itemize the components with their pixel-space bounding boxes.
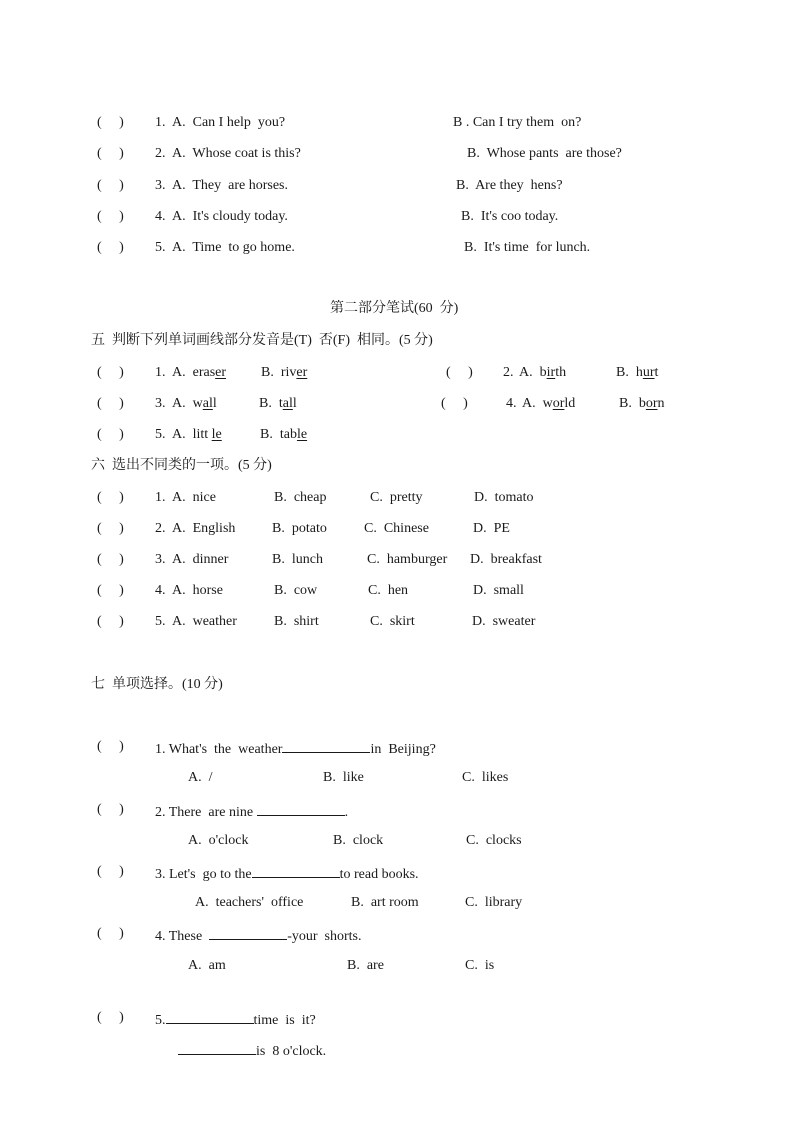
option-a: A. / xyxy=(188,770,213,785)
answer-paren: ( ) xyxy=(97,583,124,598)
answer-paren: ( ) xyxy=(97,1010,124,1025)
option-b: B. table xyxy=(260,427,308,442)
option-a: A. Can I help you? xyxy=(172,115,286,130)
question-stem: 3. Let's go to the to read books. xyxy=(155,864,419,883)
underlined-sound: or xyxy=(552,396,565,411)
option-a: A. nice xyxy=(172,490,216,505)
item-number: 2. xyxy=(155,146,166,161)
item-number: 1. xyxy=(155,365,166,380)
option-a: A. world xyxy=(522,396,576,411)
option-b: B. art room xyxy=(351,895,419,910)
answer-paren: ( ) xyxy=(97,926,124,941)
fill-blank xyxy=(178,1041,256,1055)
fill-blank xyxy=(166,1010,254,1024)
answer-paren: ( ) xyxy=(97,490,124,505)
option-b: B. clock xyxy=(333,833,384,848)
item-number: 5. xyxy=(155,614,166,629)
question-stem: 4. These -your shorts. xyxy=(155,926,361,945)
option-a: A. weather xyxy=(172,614,237,629)
fill-blank xyxy=(257,802,345,816)
underlined-sound: le xyxy=(211,427,222,442)
option-a: A. horse xyxy=(172,583,223,598)
answer-paren: ( ) xyxy=(97,240,124,255)
item-number: 3. xyxy=(155,396,166,411)
option-c: C. library xyxy=(465,895,523,910)
option-d: D. PE xyxy=(473,521,510,536)
option-b: B. are xyxy=(347,958,384,973)
answer-paren: ( ) xyxy=(97,427,124,442)
option-b: B. It's coo today. xyxy=(461,209,559,224)
answer-paren: ( ) xyxy=(97,521,124,536)
item-number: 2. xyxy=(503,365,514,380)
option-b: B. shirt xyxy=(274,614,319,629)
answer-paren: ( ) xyxy=(97,365,124,380)
answer-paren: ( ) xyxy=(97,115,124,130)
answer-paren: ( ) xyxy=(441,396,468,411)
underlined-sound: le xyxy=(296,427,308,442)
answer-paren: ( ) xyxy=(97,739,124,754)
item-number: 3. xyxy=(155,552,166,567)
option-a: A. Time to go home. xyxy=(172,240,295,255)
answer-paren: ( ) xyxy=(97,178,124,193)
item-number: 2. xyxy=(155,521,166,536)
option-a: A. English xyxy=(172,521,236,536)
section5-title: 五 判断下列单词画线部分发音是(T) 否(F) 相同。(5 分) xyxy=(91,333,433,348)
option-b: B. cheap xyxy=(274,490,327,505)
option-a: A. birth xyxy=(519,365,567,380)
item-number: 1. xyxy=(155,115,166,130)
option-a: A. wall xyxy=(172,396,217,411)
option-a: A. litt le xyxy=(172,427,222,442)
underlined-sound: ur xyxy=(642,365,655,380)
option-c: C. Chinese xyxy=(364,521,429,536)
option-c: C. pretty xyxy=(370,490,423,505)
answer-paren: ( ) xyxy=(97,552,124,567)
option-a: A. eraser xyxy=(172,365,227,380)
underlined-sound: er xyxy=(215,365,227,380)
option-d: D. breakfast xyxy=(470,552,542,567)
underlined-sound: ir xyxy=(546,365,556,380)
answer-paren: ( ) xyxy=(97,614,124,629)
question-stem: 5. time is it? xyxy=(155,1010,316,1029)
option-b: B. like xyxy=(323,770,364,785)
option-b: B. It's time for lunch. xyxy=(464,240,591,255)
option-b: B. hurt xyxy=(616,365,659,380)
item-number: 4. xyxy=(506,396,517,411)
part2-title: 第二部分笔试(60 分) xyxy=(330,301,459,316)
underlined-sound: al xyxy=(282,396,293,411)
item-number: 1. xyxy=(155,490,166,505)
item-number: 4. xyxy=(155,583,166,598)
option-c: C. hamburger xyxy=(367,552,448,567)
option-b: B. born xyxy=(619,396,665,411)
fill-blank xyxy=(252,864,340,878)
option-b: B. river xyxy=(261,365,308,380)
option-c: C. hen xyxy=(368,583,409,598)
option-a: A. o'clock xyxy=(188,833,249,848)
option-b: B. potato xyxy=(272,521,327,536)
section6-title: 六 选出不同类的一项。(5 分) xyxy=(91,458,272,473)
item-number: 5. xyxy=(155,427,166,442)
answer-paren: ( ) xyxy=(97,802,124,817)
option-c: C. skirt xyxy=(370,614,415,629)
option-a: A. They are horses. xyxy=(172,178,288,193)
underlined-sound: or xyxy=(645,396,658,411)
option-c: C. clocks xyxy=(466,833,522,848)
underlined-sound: al xyxy=(202,396,213,411)
option-b: B . Can I try them on? xyxy=(453,115,582,130)
option-d: D. small xyxy=(473,583,524,598)
option-a: A. dinner xyxy=(172,552,229,567)
option-b: B. Are they hens? xyxy=(456,178,563,193)
option-c: C. is xyxy=(465,958,495,973)
section7-title: 七 单项选择。(10 分) xyxy=(91,677,223,692)
item-number: 5. xyxy=(155,240,166,255)
answer-paren: ( ) xyxy=(97,209,124,224)
option-b: B. Whose pants are those? xyxy=(467,146,622,161)
option-b: B. cow xyxy=(274,583,318,598)
question-stem-line2: is 8 o'clock. xyxy=(178,1041,326,1060)
fill-blank xyxy=(209,926,287,940)
answer-paren: ( ) xyxy=(97,864,124,879)
underlined-sound: er xyxy=(296,365,308,380)
option-d: D. sweater xyxy=(472,614,536,629)
option-a: A. Whose coat is this? xyxy=(172,146,301,161)
option-d: D. tomato xyxy=(474,490,534,505)
item-number: 3. xyxy=(155,178,166,193)
answer-paren: ( ) xyxy=(97,396,124,411)
option-c: C. likes xyxy=(462,770,509,785)
question-stem: 1. What's the weather in Beijing? xyxy=(155,739,436,758)
option-a: A. teachers' office xyxy=(195,895,304,910)
option-a: A. It's cloudy today. xyxy=(172,209,288,224)
answer-paren: ( ) xyxy=(446,365,473,380)
option-b: B. lunch xyxy=(272,552,323,567)
option-b: B. tall xyxy=(259,396,297,411)
answer-paren: ( ) xyxy=(97,146,124,161)
question-stem: 2. There are nine . xyxy=(155,802,348,821)
fill-blank xyxy=(282,739,370,753)
item-number: 4. xyxy=(155,209,166,224)
option-a: A. am xyxy=(188,958,226,973)
